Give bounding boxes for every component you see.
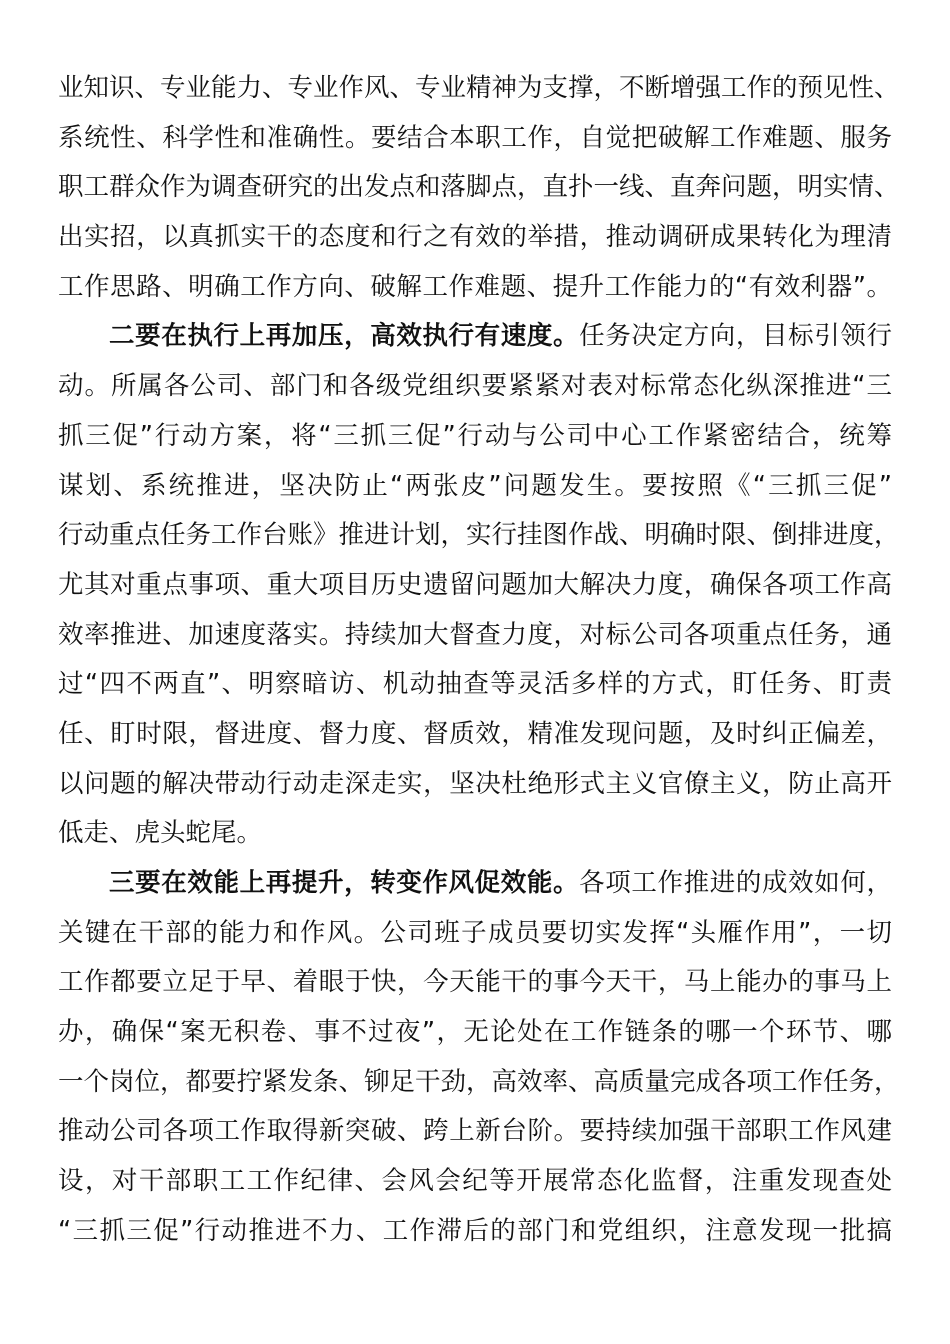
text-line: 设，对干部职工工作纪律、会风会纪等开展常态化监督，注重发现查处: [58, 1166, 892, 1197]
paragraph-3: [58, 859, 900, 1257]
text-line: [58, 859, 892, 909]
paragraph-1: [58, 64, 900, 312]
text-line: 谋划、系统推进，坚决防止“两张皮”问题发生。要按照《“三抓三促”: [58, 470, 892, 501]
text-segment: 任务决定方向，目标引领行: [579, 321, 892, 352]
text-line: 过“四不两直”、明察暗访、机动抽查等灵活多样的方式，盯任务、盯责: [58, 669, 892, 700]
paragraph-heading: 二要在执行上再加压，高效执行有速度。: [109, 321, 580, 352]
text-line: 系统性、科学性和准确性。要结合本职工作，自觉把破解工作难题、服务: [58, 122, 892, 153]
text-line: 以问题的解决带动行动走深走实，坚决杜绝形式主义官僚主义，防止高开: [58, 768, 892, 799]
text-line: 业知识、专业能力、专业作风、专业精神为支撑，不断增强工作的预见性、: [58, 73, 900, 103]
text-line: 尤其对重点事项、重大项目历史遗留问题加大解决力度，确保各项工作高: [58, 569, 892, 600]
text-line: 推动公司各项工作取得新突破、跨上新台阶。要持续加强干部职工作风建: [58, 1116, 892, 1147]
text-line: 关键在干部的能力和作风。公司班子成员要切实发挥“头雁作用”，一切: [58, 917, 892, 948]
text-line: 任、盯时限，督进度、督力度、督质效，精准发现问题，及时纠正偏差，: [58, 718, 892, 749]
paragraph-2: [58, 312, 900, 859]
text-line: [58, 312, 892, 362]
text-line: 职工群众作为调查研究的出发点和落脚点，直扑一线、直奔问题，明实情、: [58, 172, 900, 203]
text-segment: 各项工作推进的成效如何，: [579, 868, 892, 898]
text-line: 工作思路、明确工作方向、破解工作难题、提升工作能力的“有效利器”。: [58, 271, 892, 302]
text-line: 出实招，以真抓实干的态度和行之有效的举措，推动调研成果转化为理清: [58, 222, 892, 253]
text-line: 低走、虎头蛇尾。: [58, 818, 263, 849]
text-line: “三抓三促”行动推进不力、工作滞后的部门和党组织，注意发现一批搞: [58, 1215, 892, 1246]
document-page: [58, 64, 900, 1257]
text-line: 办，确保“案无积卷、事不过夜”，无论处在工作链条的哪一个环节、哪: [58, 1017, 892, 1048]
text-line: 一个岗位，都要拧紧发条、铆足干劲，高效率、高质量完成各项工作任务，: [58, 1066, 900, 1097]
text-line: 行动重点任务工作台账》推进计划，实行挂图作战、明确时限、倒排进度，: [58, 520, 900, 551]
text-line: 工作都要立足于早、着眼于快，今天能干的事今天干，马上能办的事马上: [58, 967, 892, 998]
text-line: 动。所属各公司、部门和各级党组织要紧紧对表对标常态化纵深推进“三: [58, 371, 892, 402]
paragraph-heading: 三要在效能上再提升，转变作风促效能。: [109, 868, 580, 898]
text-line: 抓三促”行动方案，将“三抓三促”行动与公司中心工作紧密结合，统筹: [58, 420, 892, 451]
text-line: 效率推进、加速度落实。持续加大督查力度，对标公司各项重点任务，通: [58, 619, 892, 650]
